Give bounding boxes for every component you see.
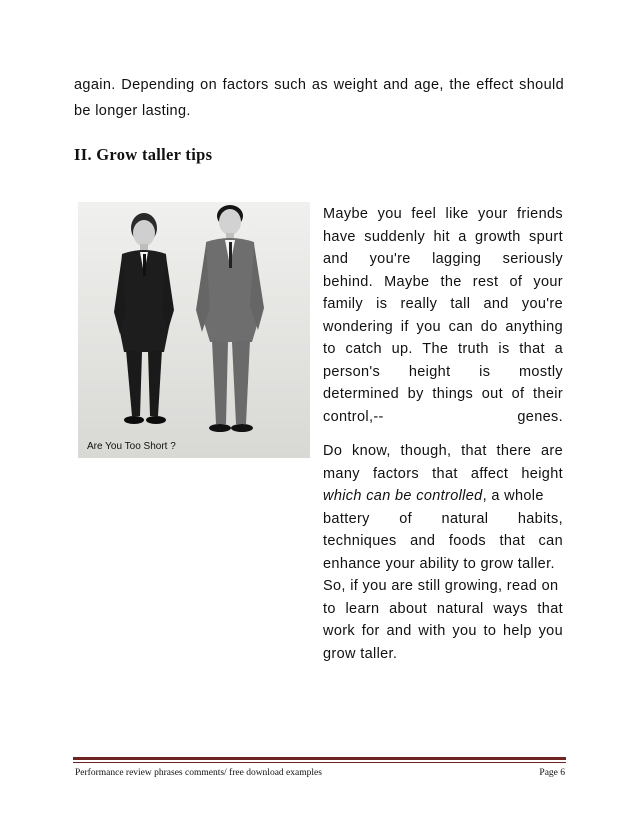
p2-line: grow taller.: [323, 645, 398, 662]
p1-line: to catch up. The truth is that a: [323, 341, 563, 357]
p2-line-rest: , a whole: [482, 488, 544, 504]
p1-line: Maybe you feel like your friends: [323, 206, 563, 222]
paragraph-2: [323, 440, 563, 665]
page-footer: [75, 768, 565, 778]
photo-two-men: [78, 202, 310, 458]
intro-line-2: be longer lasting.: [74, 103, 191, 119]
p1-line: and you're lagging seriously: [323, 251, 563, 267]
section-heading: II. Grow taller tips: [74, 145, 213, 164]
footer-title: Performance review phrases comments/ free download examples: [75, 768, 322, 778]
p2-italic-phrase: which can be controlled: [323, 488, 483, 504]
p2-line: enhance your ability to grow taller.: [323, 555, 555, 572]
p1-line: family is really tall and you're: [323, 296, 563, 312]
intro-line-1: again. Depending on factors such as weight and age, the effect should: [74, 77, 564, 93]
intro-paragraph: [74, 72, 564, 124]
p1-line: wondering if you can do anything: [323, 318, 563, 335]
photo-caption: Are You Too Short ?: [87, 441, 176, 452]
p1-last-right: genes.: [517, 408, 563, 425]
footer-rule-thin: [73, 762, 566, 763]
p2-line: battery of natural habits,: [323, 510, 563, 527]
p1-line: have suddenly hit a growth spurt: [323, 228, 563, 245]
right-column-text: [323, 203, 563, 665]
footer-rule-thick: [73, 757, 566, 760]
p2-line: So, if you are still growing, read on: [323, 578, 559, 594]
p1-line: behind. Maybe the rest of your: [323, 273, 563, 290]
p1-line: determined by things out of their: [323, 386, 563, 402]
p2-line: work for and with you to help you: [323, 623, 563, 639]
photo-illustration: [78, 202, 310, 458]
p1-line: person's height is mostly: [323, 363, 563, 380]
p2-line: many factors that affect height: [323, 465, 563, 482]
p2-line: Do know, though, that there are: [323, 443, 563, 459]
p2-line-italic: [323, 485, 563, 508]
p2-line: techniques and foods that can: [323, 533, 563, 549]
p1-last-left: control,--: [323, 408, 384, 425]
paragraph-1: [323, 203, 563, 428]
p1-last-line: [323, 406, 563, 429]
page-number: Page 6: [539, 768, 565, 778]
p2-line: to learn about natural ways that: [323, 600, 563, 617]
